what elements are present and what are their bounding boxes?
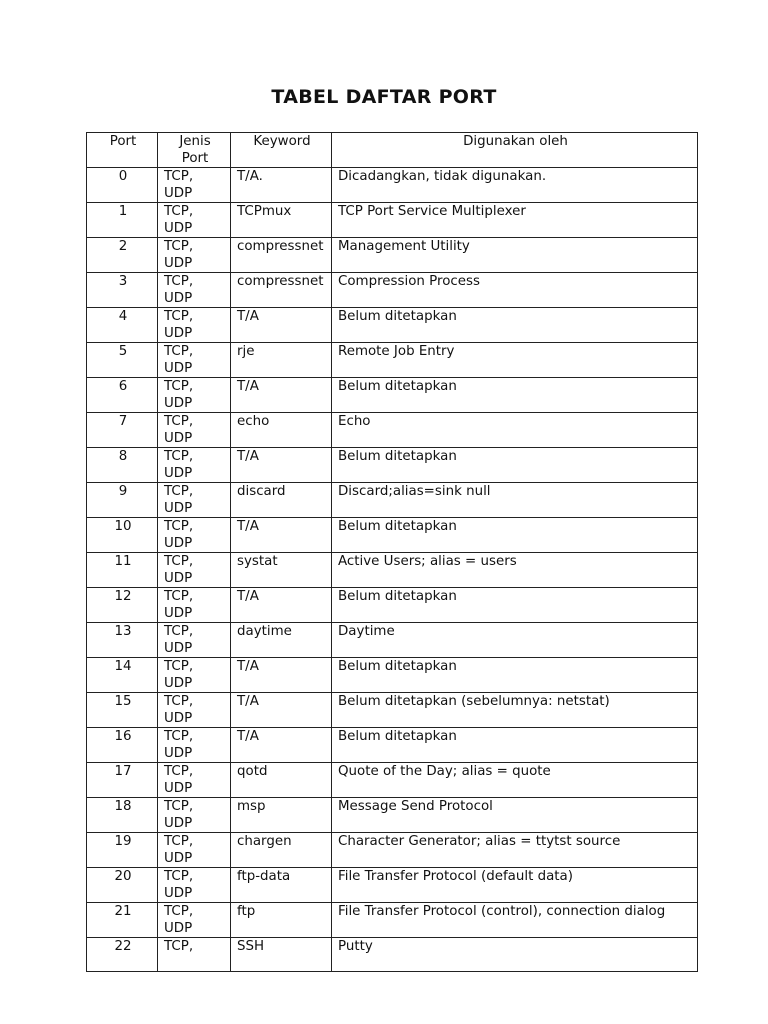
jenis-line2: UDP bbox=[164, 431, 193, 446]
jenis-line1: TCP, bbox=[164, 379, 194, 394]
jenis-line1: TCP, bbox=[164, 939, 194, 954]
cell-keyword: discard bbox=[231, 483, 332, 518]
cell-port: 0 bbox=[87, 168, 158, 203]
jenis-line2: UDP bbox=[164, 676, 193, 691]
cell-usage: Echo bbox=[332, 413, 698, 448]
cell-port: 19 bbox=[87, 833, 158, 868]
table-row bbox=[87, 203, 698, 238]
cell-port: 10 bbox=[87, 518, 158, 553]
header-jenis-line2: Port bbox=[181, 151, 209, 166]
cell-keyword: compressnet bbox=[231, 273, 332, 308]
cell-usage: File Transfer Protocol (control), connection dialog bbox=[332, 903, 698, 938]
cell-usage: Message Send Protocol bbox=[332, 798, 698, 833]
cell-jenis-port bbox=[158, 448, 231, 483]
jenis-line1: TCP, bbox=[164, 869, 194, 884]
cell-keyword: daytime bbox=[231, 623, 332, 658]
cell-jenis-port bbox=[158, 518, 231, 553]
cell-port: 11 bbox=[87, 553, 158, 588]
cell-usage: Belum ditetapkan bbox=[332, 378, 698, 413]
cell-port: 5 bbox=[87, 343, 158, 378]
jenis-line2: UDP bbox=[164, 326, 193, 341]
table-row bbox=[87, 378, 698, 413]
cell-keyword: msp bbox=[231, 798, 332, 833]
cell-port: 12 bbox=[87, 588, 158, 623]
header-jenis-line1: Jenis bbox=[179, 134, 211, 149]
cell-jenis-port bbox=[158, 728, 231, 763]
cell-usage: File Transfer Protocol (default data) bbox=[332, 868, 698, 903]
cell-keyword: T/A bbox=[231, 308, 332, 343]
port-table bbox=[86, 132, 698, 972]
jenis-line1: TCP, bbox=[164, 449, 194, 464]
cell-jenis-port bbox=[158, 238, 231, 273]
cell-port: 22 bbox=[87, 938, 158, 972]
cell-keyword: T/A bbox=[231, 693, 332, 728]
table-row bbox=[87, 903, 698, 938]
cell-keyword: TCPmux bbox=[231, 203, 332, 238]
cell-usage: TCP Port Service Multiplexer bbox=[332, 203, 698, 238]
jenis-line1: TCP, bbox=[164, 519, 194, 534]
table-row bbox=[87, 798, 698, 833]
cell-jenis-port bbox=[158, 553, 231, 588]
cell-jenis-port bbox=[158, 378, 231, 413]
table-header bbox=[87, 133, 698, 168]
header-port bbox=[87, 133, 158, 168]
cell-port: 15 bbox=[87, 693, 158, 728]
cell-usage: Compression Process bbox=[332, 273, 698, 308]
cell-jenis-port bbox=[158, 203, 231, 238]
cell-usage: Management Utility bbox=[332, 238, 698, 273]
jenis-line1: TCP, bbox=[164, 624, 194, 639]
cell-jenis-port bbox=[158, 798, 231, 833]
jenis-line2: UDP bbox=[164, 536, 193, 551]
cell-keyword: SSH bbox=[231, 938, 332, 972]
jenis-line1: TCP, bbox=[164, 204, 194, 219]
jenis-line1: TCP, bbox=[164, 344, 194, 359]
cell-usage: Belum ditetapkan (sebelumnya: netstat) bbox=[332, 693, 698, 728]
jenis-line2: UDP bbox=[164, 501, 193, 516]
header-usage bbox=[332, 133, 698, 168]
jenis-line2: UDP bbox=[164, 781, 193, 796]
jenis-line1: TCP, bbox=[164, 659, 194, 674]
cell-keyword: systat bbox=[231, 553, 332, 588]
cell-port: 8 bbox=[87, 448, 158, 483]
cell-usage: Belum ditetapkan bbox=[332, 658, 698, 693]
cell-keyword: T/A bbox=[231, 378, 332, 413]
jenis-line2: UDP bbox=[164, 816, 193, 831]
cell-keyword: chargen bbox=[231, 833, 332, 868]
cell-jenis-port bbox=[158, 833, 231, 868]
cell-jenis-port bbox=[158, 903, 231, 938]
cell-usage: Belum ditetapkan bbox=[332, 308, 698, 343]
cell-port: 1 bbox=[87, 203, 158, 238]
table-row bbox=[87, 693, 698, 728]
jenis-line2: UDP bbox=[164, 851, 193, 866]
cell-usage: Remote Job Entry bbox=[332, 343, 698, 378]
jenis-line2: UDP bbox=[164, 921, 193, 936]
jenis-line2: UDP bbox=[164, 361, 193, 376]
table-row bbox=[87, 658, 698, 693]
jenis-line2: UDP bbox=[164, 221, 193, 236]
jenis-line1: TCP, bbox=[164, 169, 194, 184]
cell-keyword: rje bbox=[231, 343, 332, 378]
jenis-line1: TCP, bbox=[164, 239, 194, 254]
jenis-line2: UDP bbox=[164, 571, 193, 586]
cell-keyword: echo bbox=[231, 413, 332, 448]
cell-jenis-port bbox=[158, 658, 231, 693]
cell-usage: Character Generator; alias = ttytst source bbox=[332, 833, 698, 868]
cell-port: 7 bbox=[87, 413, 158, 448]
header-keyword-label: Keyword bbox=[253, 134, 311, 149]
cell-usage: Dicadangkan, tidak digunakan. bbox=[332, 168, 698, 203]
cell-port: 9 bbox=[87, 483, 158, 518]
jenis-line1: TCP, bbox=[164, 414, 194, 429]
cell-port: 13 bbox=[87, 623, 158, 658]
cell-usage: Discard;alias=sink null bbox=[332, 483, 698, 518]
table-row bbox=[87, 553, 698, 588]
table-row bbox=[87, 623, 698, 658]
cell-usage: Belum ditetapkan bbox=[332, 728, 698, 763]
cell-jenis-port bbox=[158, 273, 231, 308]
jenis-line2: UDP bbox=[164, 746, 193, 761]
table-row bbox=[87, 763, 698, 798]
cell-jenis-port bbox=[158, 623, 231, 658]
jenis-line2: UDP bbox=[164, 291, 193, 306]
document-title: TABEL DAFTAR PORT bbox=[271, 86, 497, 108]
table-row bbox=[87, 483, 698, 518]
cell-usage: Belum ditetapkan bbox=[332, 588, 698, 623]
cell-port: 16 bbox=[87, 728, 158, 763]
cell-port: 20 bbox=[87, 868, 158, 903]
table-row bbox=[87, 448, 698, 483]
cell-usage: Putty bbox=[332, 938, 698, 972]
jenis-line1: TCP, bbox=[164, 764, 194, 779]
header-keyword bbox=[231, 133, 332, 168]
header-port-label: Port bbox=[109, 134, 137, 149]
cell-port: 21 bbox=[87, 903, 158, 938]
jenis-line1: TCP, bbox=[164, 834, 194, 849]
table-row bbox=[87, 518, 698, 553]
cell-jenis-port bbox=[158, 763, 231, 798]
jenis-line2: UDP bbox=[164, 186, 193, 201]
jenis-line1: TCP, bbox=[164, 554, 194, 569]
table-row bbox=[87, 728, 698, 763]
table-row bbox=[87, 868, 698, 903]
cell-port: 14 bbox=[87, 658, 158, 693]
table-row bbox=[87, 308, 698, 343]
cell-port: 4 bbox=[87, 308, 158, 343]
cell-keyword: qotd bbox=[231, 763, 332, 798]
jenis-line1: TCP, bbox=[164, 589, 194, 604]
cell-keyword: T/A. bbox=[231, 168, 332, 203]
cell-port: 2 bbox=[87, 238, 158, 273]
table-row bbox=[87, 273, 698, 308]
cell-jenis-port bbox=[158, 693, 231, 728]
jenis-line1: TCP, bbox=[164, 274, 194, 289]
table-row bbox=[87, 343, 698, 378]
jenis-line2: UDP bbox=[164, 641, 193, 656]
jenis-line2: UDP bbox=[164, 466, 193, 481]
cell-jenis-port bbox=[158, 868, 231, 903]
cell-keyword: T/A bbox=[231, 518, 332, 553]
jenis-line2: UDP bbox=[164, 606, 193, 621]
header-row bbox=[87, 133, 698, 168]
table-body bbox=[87, 168, 698, 972]
header-usage-label: Digunakan oleh bbox=[463, 134, 568, 149]
cell-usage: Daytime bbox=[332, 623, 698, 658]
jenis-line1: TCP, bbox=[164, 729, 194, 744]
jenis-line2: UDP bbox=[164, 711, 193, 726]
cell-keyword: T/A bbox=[231, 728, 332, 763]
table-row bbox=[87, 588, 698, 623]
table-row bbox=[87, 938, 698, 972]
jenis-line1: TCP, bbox=[164, 309, 194, 324]
cell-usage: Active Users; alias = users bbox=[332, 553, 698, 588]
cell-jenis-port bbox=[158, 308, 231, 343]
cell-jenis-port bbox=[158, 938, 231, 972]
cell-keyword: ftp bbox=[231, 903, 332, 938]
jenis-line2: UDP bbox=[164, 886, 193, 901]
cell-usage: Quote of the Day; alias = quote bbox=[332, 763, 698, 798]
jenis-line1: TCP, bbox=[164, 904, 194, 919]
cell-port: 3 bbox=[87, 273, 158, 308]
cell-port: 18 bbox=[87, 798, 158, 833]
header-jenis-port bbox=[158, 133, 231, 168]
table-row bbox=[87, 238, 698, 273]
table-row bbox=[87, 168, 698, 203]
cell-usage: Belum ditetapkan bbox=[332, 518, 698, 553]
cell-keyword: compressnet bbox=[231, 238, 332, 273]
cell-port: 6 bbox=[87, 378, 158, 413]
cell-jenis-port bbox=[158, 413, 231, 448]
jenis-line1: TCP, bbox=[164, 484, 194, 499]
jenis-line1: TCP, bbox=[164, 694, 194, 709]
cell-keyword: T/A bbox=[231, 588, 332, 623]
jenis-line2: UDP bbox=[164, 396, 193, 411]
cell-jenis-port bbox=[158, 483, 231, 518]
cell-keyword: T/A bbox=[231, 448, 332, 483]
cell-keyword: T/A bbox=[231, 658, 332, 693]
jenis-line1: TCP, bbox=[164, 799, 194, 814]
cell-keyword: ftp-data bbox=[231, 868, 332, 903]
jenis-line2: UDP bbox=[164, 256, 193, 271]
cell-jenis-port bbox=[158, 168, 231, 203]
cell-usage: Belum ditetapkan bbox=[332, 448, 698, 483]
cell-jenis-port bbox=[158, 343, 231, 378]
cell-jenis-port bbox=[158, 588, 231, 623]
table-row bbox=[87, 413, 698, 448]
table-row bbox=[87, 833, 698, 868]
cell-port: 17 bbox=[87, 763, 158, 798]
